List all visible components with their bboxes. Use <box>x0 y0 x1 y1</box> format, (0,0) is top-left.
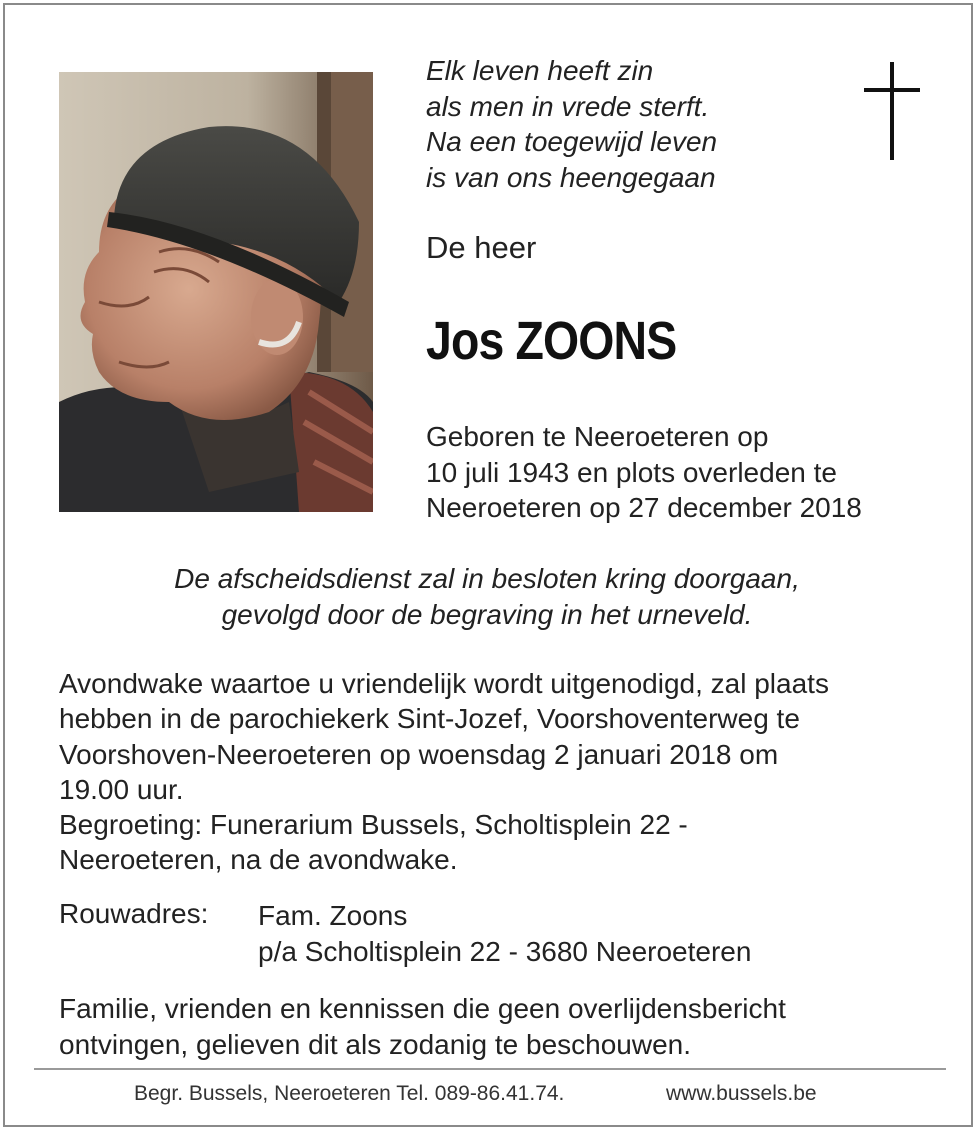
poem-line: Na een toegewijd leven <box>426 126 718 157</box>
wake-line: Voorshoven-Neeroeteren op woensdag 2 januari 2018 om <box>59 738 779 770</box>
wake-line: Begroeting: Funerarium Bussels, Scholtisplein 22 - <box>59 809 688 841</box>
poem-line: Elk leven heeft zin <box>426 55 654 86</box>
poem-line: is van ons heengegaan <box>426 161 716 193</box>
address-label: Rouwadres: <box>59 898 209 929</box>
wake-line: hebben in de parochiekerk Sint-Jozef, Voorshoventerweg te <box>59 703 800 735</box>
notice-line: ontvingen, gelieven dit als zodanig te beschouwen. <box>59 1028 691 1060</box>
website-link[interactable]: www.bussels.be <box>666 1082 817 1105</box>
mourning-address <box>258 898 751 969</box>
notice-text <box>59 991 786 1062</box>
poem-line: als men in vrede sterft. <box>426 90 710 122</box>
service-line: De afscheidsdienst zal in besloten kring doorgaan, <box>174 563 800 594</box>
wake-line: Avondwake waartoe u vriendelijk wordt uitgenodigd, zal plaats <box>59 668 829 699</box>
wake-line: Neeroeteren, na de avondwake. <box>59 844 458 876</box>
wake-line: 19.00 uur. <box>59 773 184 805</box>
service-line: gevolgd door de begraving in het urneveld. <box>221 599 753 630</box>
wake-details <box>59 666 939 878</box>
portrait-illustration <box>59 72 373 512</box>
honorific: De heer <box>426 230 537 265</box>
detail-line: Geboren te Neeroeteren op <box>426 421 769 452</box>
detail-line: 10 juli 1943 en plots overleden te <box>426 456 837 488</box>
address-line: p/a Scholtisplein 22 - 3680 Neeroeteren <box>258 935 752 967</box>
cross-icon <box>862 62 922 160</box>
notice-line: Familie, vrienden en kennissen die geen overlijdensbericht <box>59 993 786 1024</box>
poem <box>426 53 717 195</box>
birth-death-details <box>426 419 862 526</box>
funeral-home-contact: Begr. Bussels, Neeroeteren Tel. 089-86.41.74. <box>134 1082 565 1105</box>
deceased-name: Jos ZOONS <box>426 311 677 371</box>
detail-line: Neeroeteren op 27 december 2018 <box>426 492 862 523</box>
funeral-service-note <box>0 561 974 633</box>
portrait-photo <box>59 72 373 512</box>
address-line: Fam. Zoons <box>258 900 408 931</box>
footer-divider <box>34 1068 946 1070</box>
